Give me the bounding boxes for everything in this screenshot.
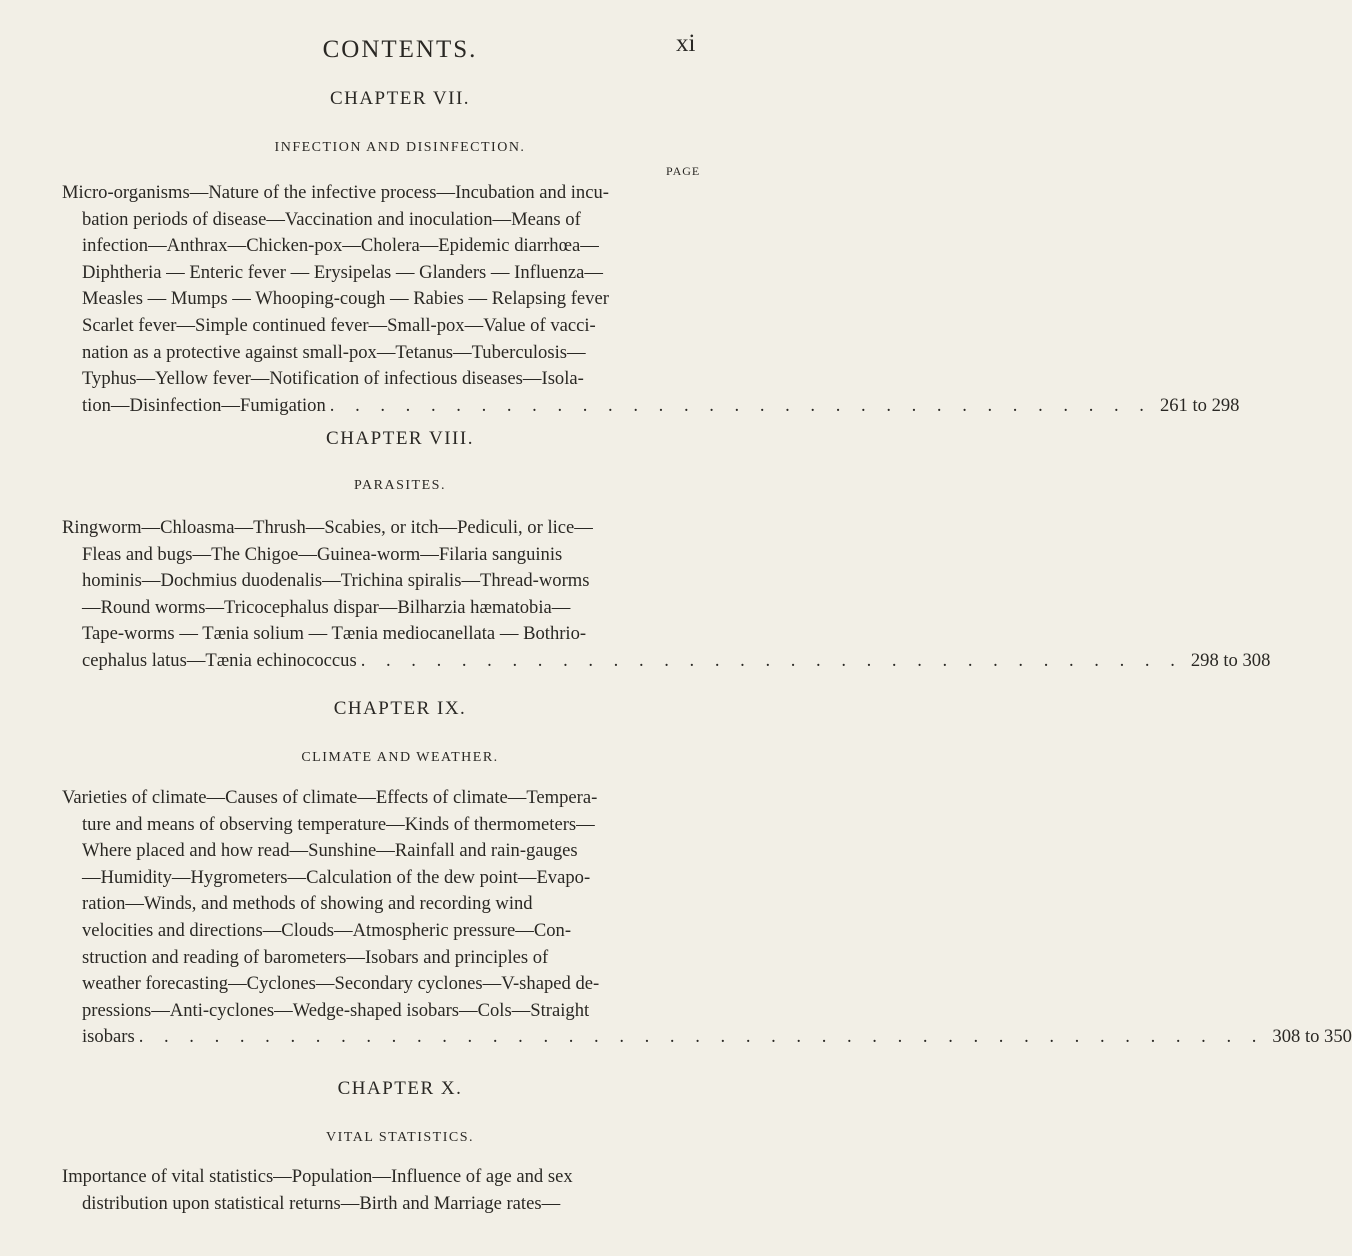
page-number: xi (676, 30, 696, 57)
dot-leaders: . . . . . . . . . . . . . . . . . . . . . . . . . . . . . . . . . (360, 649, 1183, 671)
chapter-subtitle: VITAL STATISTICS. (326, 1130, 474, 1145)
contents-line: Varieties of climate—Causes of climate—Effects of climate—Tempera- (62, 787, 598, 808)
page-column-label: PAGE (666, 164, 701, 178)
contents-line: distribution upon statistical returns—Birth and Marriage rates— (82, 1192, 561, 1214)
contents-line: hominis—Dochmius duodenalis—Trichina spiralis—Thread-worms (82, 570, 590, 592)
contents-line: cephalus latus—Tænia echinococcus (82, 649, 357, 671)
contents-line: Measles — Mumps — Whooping-cough — Rabies — Relapsing fever (82, 288, 609, 310)
page-range: 298 to 308 (1190, 649, 1271, 671)
contents-line: struction and reading of barometers—Isobars and principles of (82, 946, 549, 968)
contents-line: Diphtheria — Enteric fever — Erysipelas — Glanders — Influenza— (82, 261, 603, 283)
contents-line: ture and means of observing temperature—Kinds of thermometers— (82, 813, 595, 835)
chapter-title: CHAPTER X. (337, 1078, 463, 1099)
page-range: 261 to 298 (1159, 394, 1240, 416)
chapter-contents (62, 785, 1352, 1051)
contents-line: pressions—Anti-cyclones—Wedge-shaped isobars—Cols—Straight (82, 999, 590, 1021)
contents-last-line (62, 648, 1271, 675)
dot-leaders: . . . . . . . . . . . . . . . . . . . . . . . . . . . . . . . . . . . . . . . . . . . . . (138, 1026, 1265, 1048)
dot-leaders: . . . . . . . . . . . . . . . . . . . . . . . . . . . . . . . . . (329, 394, 1152, 416)
chapter-subtitle: INFECTION AND DISINFECTION. (274, 140, 526, 155)
chapter-title: CHAPTER VII. (329, 88, 471, 109)
contents-line: velocities and directions—Clouds—Atmospheric pressure—Con- (82, 919, 572, 941)
contents-line: Importance of vital statistics—Population—Influence of age and sex (62, 1166, 573, 1187)
chapter-contents (62, 180, 1240, 419)
contents-line: weather forecasting—Cyclones—Secondary cyclones—V-shaped de- (82, 973, 600, 995)
contents-line: nation as a protective against small-pox—Tetanus—Tuberculosis— (82, 341, 586, 363)
contents-line: Scarlet fever—Simple continued fever—Small-pox—Value of vacci- (82, 314, 596, 336)
contents-line: bation periods of disease—Vaccination and inoculation—Means of (82, 208, 581, 230)
chapter-subtitle: PARASITES. (354, 478, 446, 493)
chapter-title: CHAPTER IX. (333, 698, 467, 719)
contents-line: —Humidity—Hygrometers—Calculation of the dew point—Evapo- (82, 866, 591, 888)
contents-line: Where placed and how read—Sunshine—Rainfall and rain-gauges (82, 840, 578, 862)
contents-line: tion—Disinfection—Fumigation (82, 394, 326, 416)
contents-line: ration—Winds, and methods of showing and recording wind (82, 893, 533, 915)
contents-line: —Round worms—Tricocephalus dispar—Bilharzia hæmatobia— (82, 596, 571, 618)
contents-line: Ringworm—Chloasma—Thrush—Scabies, or itch—Pediculi, or lice— (62, 517, 593, 538)
contents-line: Micro-organisms—Nature of the infective process—Incubation and incu- (62, 182, 609, 203)
contents-line: isobars (82, 1026, 135, 1048)
contents-last-line (62, 1024, 1352, 1051)
chapter-contents (62, 1164, 732, 1217)
contents-line: Fleas and bugs—The Chigoe—Guinea-worm—Filaria sanguinis (82, 543, 563, 565)
chapter-title: CHAPTER VIII. (326, 428, 474, 449)
chapter-contents (62, 515, 1271, 675)
chapter-subtitle: CLIMATE AND WEATHER. (301, 750, 499, 765)
page-range: 308 to 350 (1272, 1026, 1352, 1048)
contents-line: infection—Anthrax—Chicken-pox—Cholera—Epidemic diarrhœa— (82, 235, 599, 257)
contents-line: Typhus—Yellow fever—Notification of infectious diseases—Isola- (82, 368, 584, 390)
contents-line: Tape-worms — Tænia solium — Tænia mediocanellata — Bothrio- (82, 623, 587, 645)
running-head: CONTENTS. (322, 36, 478, 63)
contents-last-line (62, 393, 1240, 420)
